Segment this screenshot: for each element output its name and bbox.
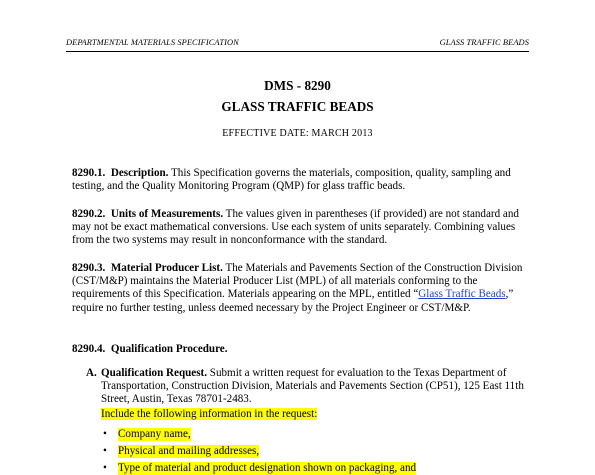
section-heading: Units of Measurements. [110, 208, 224, 220]
header-right: GLASS TRAFFIC BEADS [439, 38, 529, 47]
section-number: 8290.1. [72, 167, 106, 179]
include-info-line [101, 408, 317, 421]
include-info-text: Include the following information in the request: [101, 408, 318, 420]
subsection-text: Submit a written request for evaluation to the Texas Department of Transportation, Construction Division, Materials and Pavements Section (CP51), 125 East 11th Street, Austin, Texas 78701-2483. [101, 367, 524, 406]
section-qualification-procedure [72, 343, 530, 356]
section-number: 8290.3. [72, 262, 106, 274]
document-number: DMS - 8290 [264, 78, 331, 93]
bullet-icon: • [103, 428, 107, 440]
list-item-text: Type of material and product designation shown on packaging, and [118, 462, 417, 474]
bullet-icon: • [103, 445, 107, 457]
section-description [72, 167, 530, 193]
list-item-text: Physical and mailing addresses, [118, 445, 260, 457]
section-number: 8290.2. [72, 208, 106, 220]
subsection-heading: Qualification Request. [101, 367, 208, 379]
section-heading: Description. [110, 167, 169, 179]
glass-traffic-beads-link[interactable]: Glass Traffic Beads [418, 288, 506, 301]
document-title: GLASS TRAFFIC BEADS [221, 99, 374, 114]
section-text: This Specification governs the materials, composition, quality, sampling and testing, and the Quality Monitoring Program (QMP) for glass traffic beads. [72, 167, 511, 193]
section-text-after: ,” require no further testing, unless deemed necessary by the Project Engineer or CST/M&P. [72, 288, 514, 314]
bullet-icon: • [103, 462, 107, 474]
section-heading: Qualification Procedure. [110, 343, 228, 355]
section-number: 8290.4. [72, 343, 106, 355]
header-left: DEPARTMENTAL MATERIALS SPECIFICATION [66, 38, 239, 47]
list-item-text: Company name, [118, 428, 191, 440]
header-divider [66, 51, 529, 52]
effective-date: EFFECTIVE DATE: MARCH 2013 [222, 128, 373, 139]
section-units [72, 208, 530, 248]
section-heading: Material Producer List. [110, 262, 223, 274]
section-material-producer-list [72, 262, 530, 315]
running-header [66, 38, 529, 47]
subsection-letter: A. [86, 367, 97, 379]
section-text-before: The Materials and Pavements Section of the Construction Division (CST/M&P) maintains the Material Producer List (MPL) of all materials conforming to the requirements of this Specification. Materials appearing on the MPL, entitled “ [72, 262, 523, 301]
subsection-qualification-request [86, 367, 536, 407]
section-text: The values given in parentheses (if provided) are not standard and may not be exact mathematical conversions. Use each system of units separately. Combining values from the two systems may result in nonconformance with the standard. [72, 208, 519, 247]
